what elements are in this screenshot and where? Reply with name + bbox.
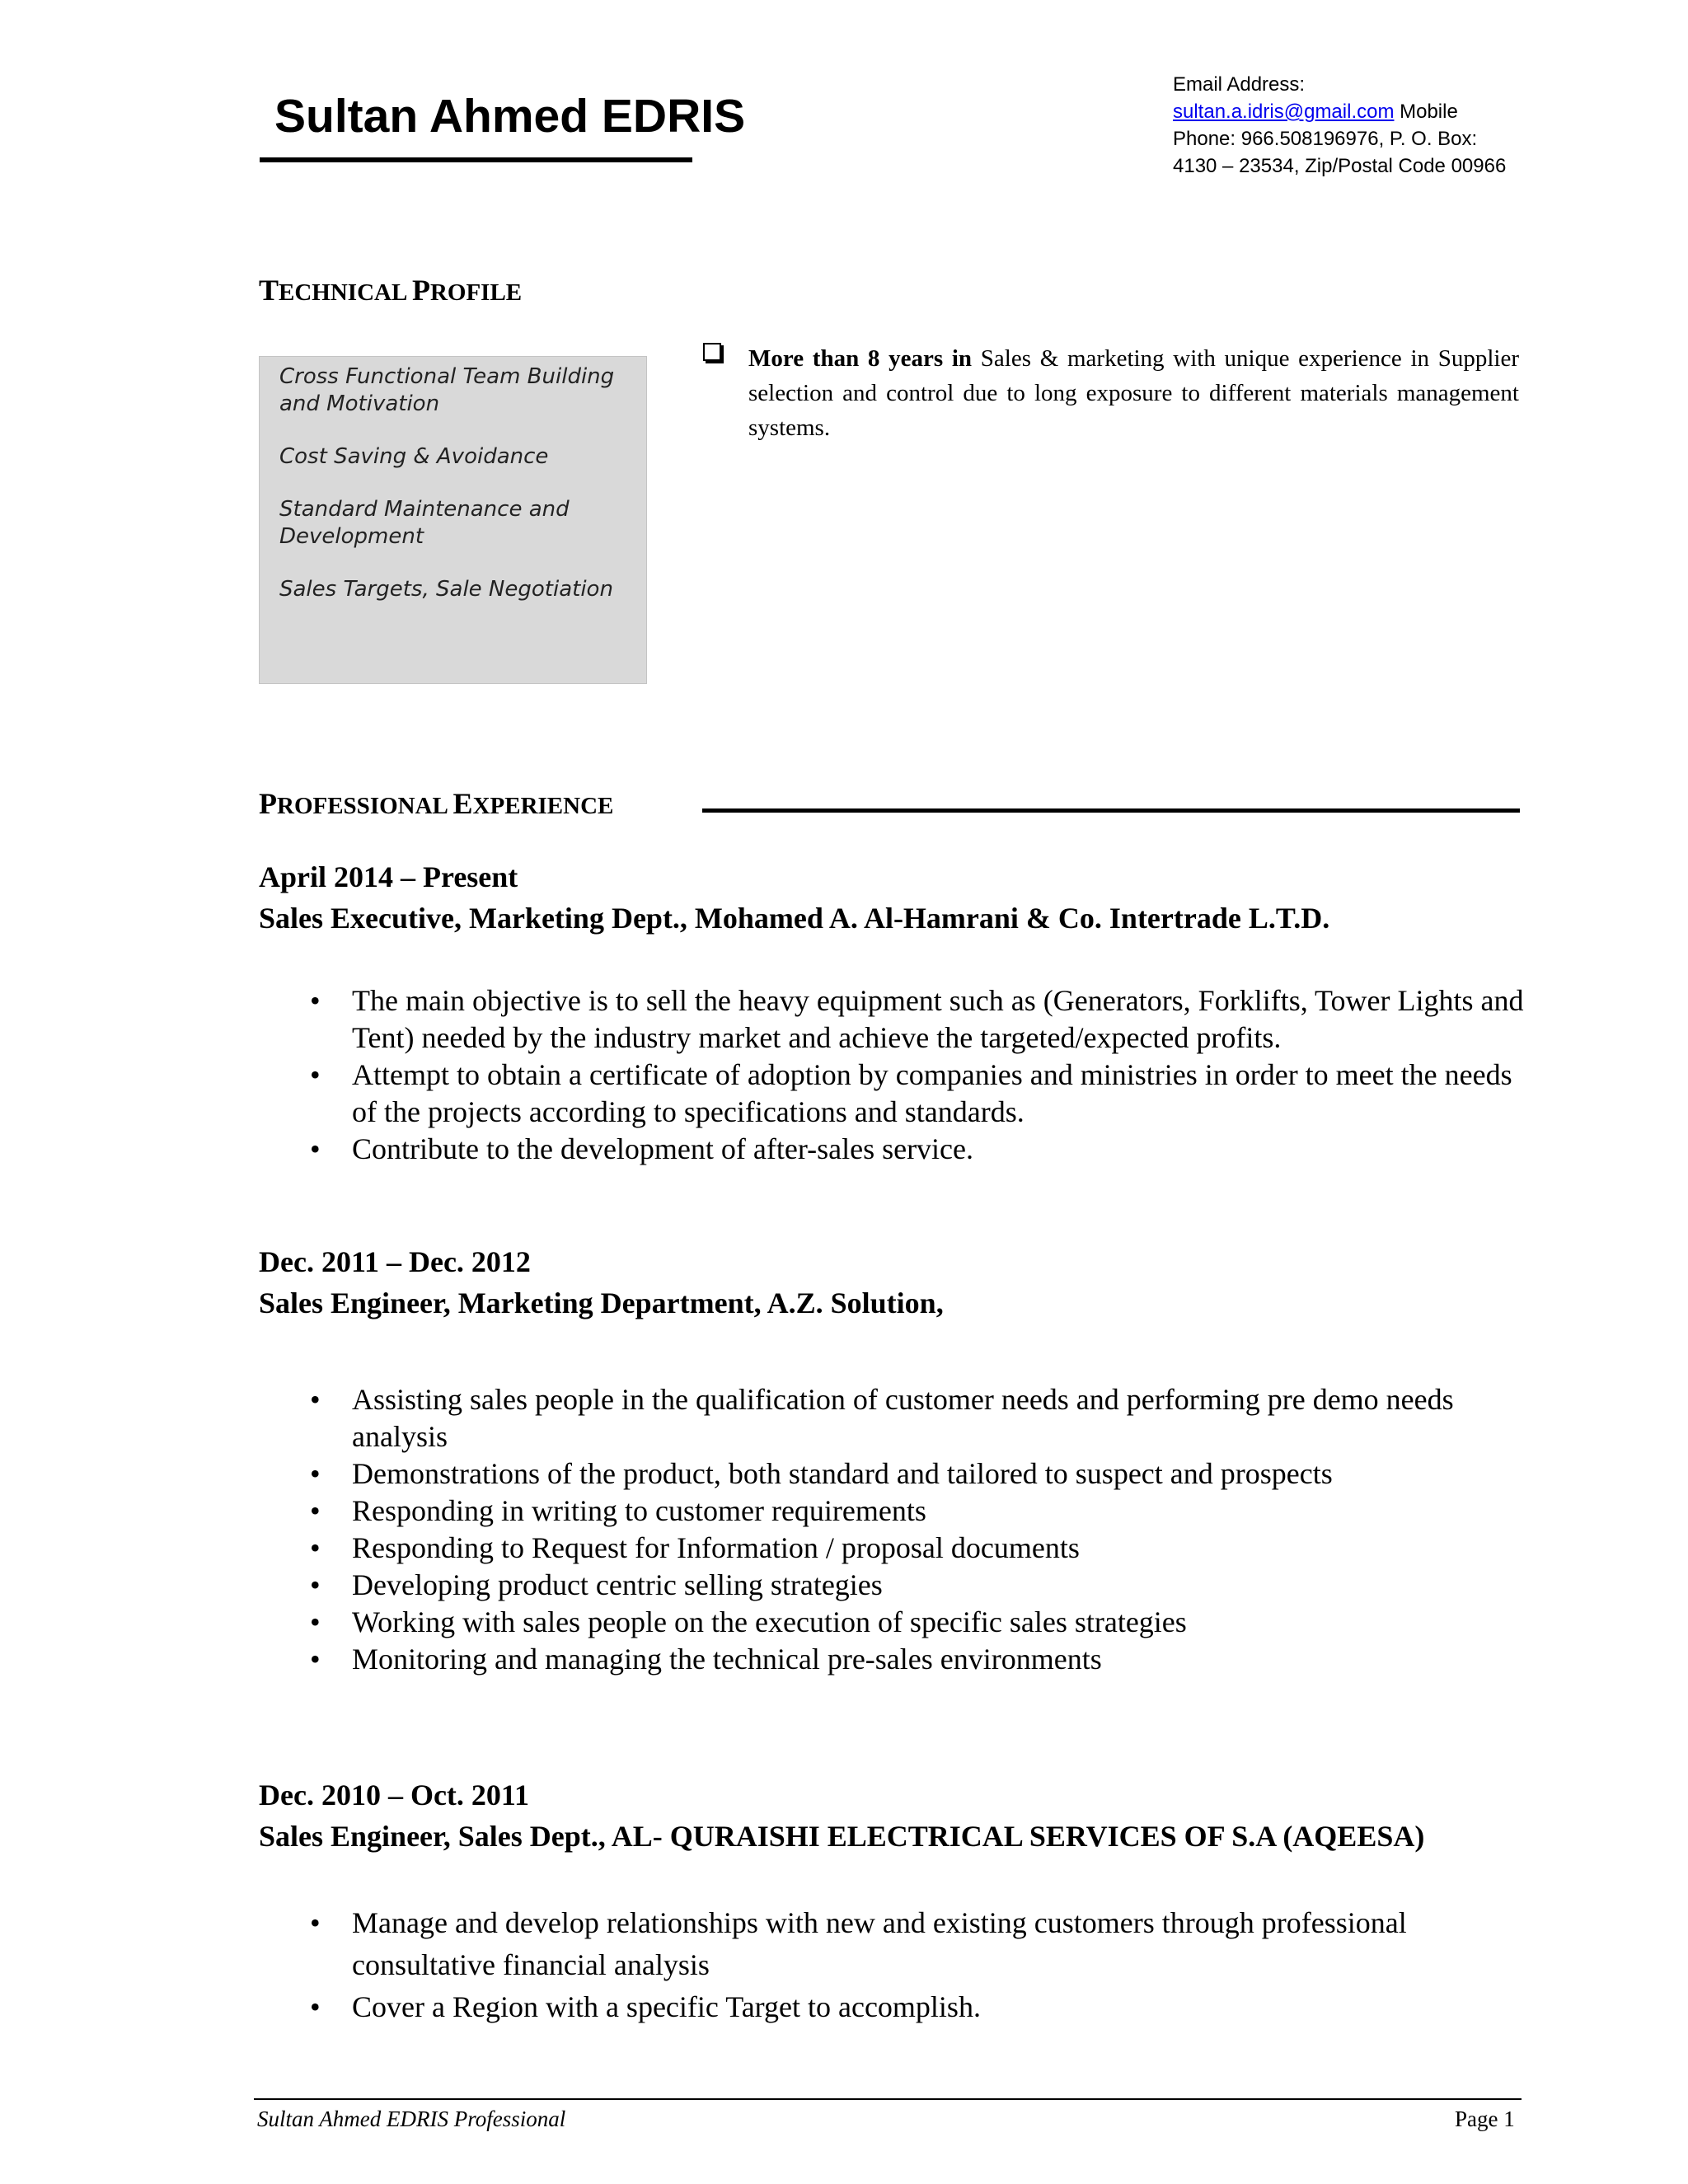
bullet-icon: • (310, 1494, 321, 1527)
list-item: • Responding to Request for Information / proposal documents (259, 1530, 1528, 1567)
footer-title: Sultan Ahmed EDRIS Professional (257, 2107, 566, 2131)
list-item: • Developing product centric selling strategies (259, 1567, 1528, 1604)
bullet-icon: • (310, 984, 321, 1017)
bullet-icon: • (310, 1605, 321, 1638)
skill-item: Cross Functional Team Building and Motivation (279, 364, 615, 416)
contact-email-line (1173, 98, 1610, 125)
bullet-icon: • (310, 1132, 321, 1165)
bullet-icon: • (310, 1990, 321, 2023)
bullet-icon: • (310, 1643, 321, 1675)
job-title: Sales Executive, Marketing Dept., Mohamed A. Al-Hamrani & Co. Intertrade L.T.D. (259, 902, 1330, 935)
job-dates: April 2014 – Present (259, 860, 518, 893)
bullet-icon: • (310, 1906, 321, 1939)
bullet-icon: • (310, 1531, 321, 1564)
summary-text: Sales & marketing with unique experience in Supplier selection and control due to long exposure to different materials management systems. (748, 345, 1519, 441)
skill-item: Standard Maintenance and Development (279, 497, 570, 549)
job-bullets (259, 982, 1528, 1168)
bullet-icon: • (310, 1058, 321, 1091)
bullet-icon: • (310, 1457, 321, 1490)
list-item: • Cover a Region with a specific Target to accomplish. (259, 1986, 1528, 2028)
list-item: • Assisting sales people in the qualification of customer needs and performing pre demo needs analysis (310, 1383, 1454, 1453)
skill-item: Cost Saving & Avoidance (279, 444, 549, 469)
job-title: Sales Engineer, Sales Dept., AL- QURAISHI ELECTRICAL SERVICES OF S.A (AQEESA) (259, 1820, 1425, 1853)
technical-profile-heading: TECHNICAL PROFILE (259, 274, 523, 307)
list-item: • Responding in writing to customer requirements (259, 1493, 1528, 1530)
contact-email-label: Email Address: (1173, 73, 1306, 96)
email-link[interactable]: sultan.a.idris@gmail.com (1173, 101, 1395, 123)
section-rule (702, 808, 1520, 813)
bullet-icon: • (310, 1383, 321, 1416)
candidate-name: Sultan Ahmed EDRIS (274, 90, 746, 143)
list-item: • Manage and develop relationships with new and existing customers through professional consultative financial analysis (259, 1902, 1528, 1986)
contact-postal: 4130 – 23534, Zip/Postal Code 00966 (1173, 155, 1507, 177)
job-dates: Dec. 2011 – Dec. 2012 (259, 1245, 531, 1278)
contact-phone: Phone: 966.508196976, P. O. Box: (1173, 128, 1478, 150)
list-item: • Working with sales people on the execution of specific sales strategies (259, 1604, 1528, 1641)
list-item: • Contribute to the development of after-sales service. (259, 1131, 1528, 1168)
skill-item: Sales Targets, Sale Negotiation (279, 577, 613, 602)
list-item: • Attempt to obtain a certificate of adoption by companies and ministries in order to meet the needs of the projects according to specifications and standards. (310, 1058, 1512, 1128)
checkbox-bullet-icon (703, 343, 721, 361)
name-underline (260, 157, 692, 162)
job-title: Sales Engineer, Marketing Department, A.Z. Solution, (259, 1286, 944, 1319)
list-item: • Monitoring and managing the technical pre-sales environments (259, 1641, 1528, 1678)
mobile-label: Mobile (1394, 101, 1458, 123)
job-bullets (259, 1381, 1528, 1678)
contact-block (1173, 71, 1610, 180)
professional-experience-heading: PROFESSIONAL EXPERIENCE (259, 787, 614, 820)
bullet-icon: • (310, 1568, 321, 1601)
job-bullets (259, 1902, 1528, 2028)
list-item: • The main objective is to sell the heavy equipment such as (Generators, Forklifts, Tower Lights and Tent) needed by the industry market and achieve the targeted/expected profits. (310, 984, 1524, 1054)
page-number: Page 1 (1455, 2107, 1515, 2131)
footer-rule (254, 2098, 1522, 2100)
summary-bold: More than 8 years in (748, 345, 973, 372)
list-item: • Demonstrations of the product, both standard and tailored to suspect and prospects (259, 1455, 1528, 1493)
profile-summary (703, 341, 1519, 445)
job-dates: Dec. 2010 – Oct. 2011 (259, 1779, 529, 1811)
